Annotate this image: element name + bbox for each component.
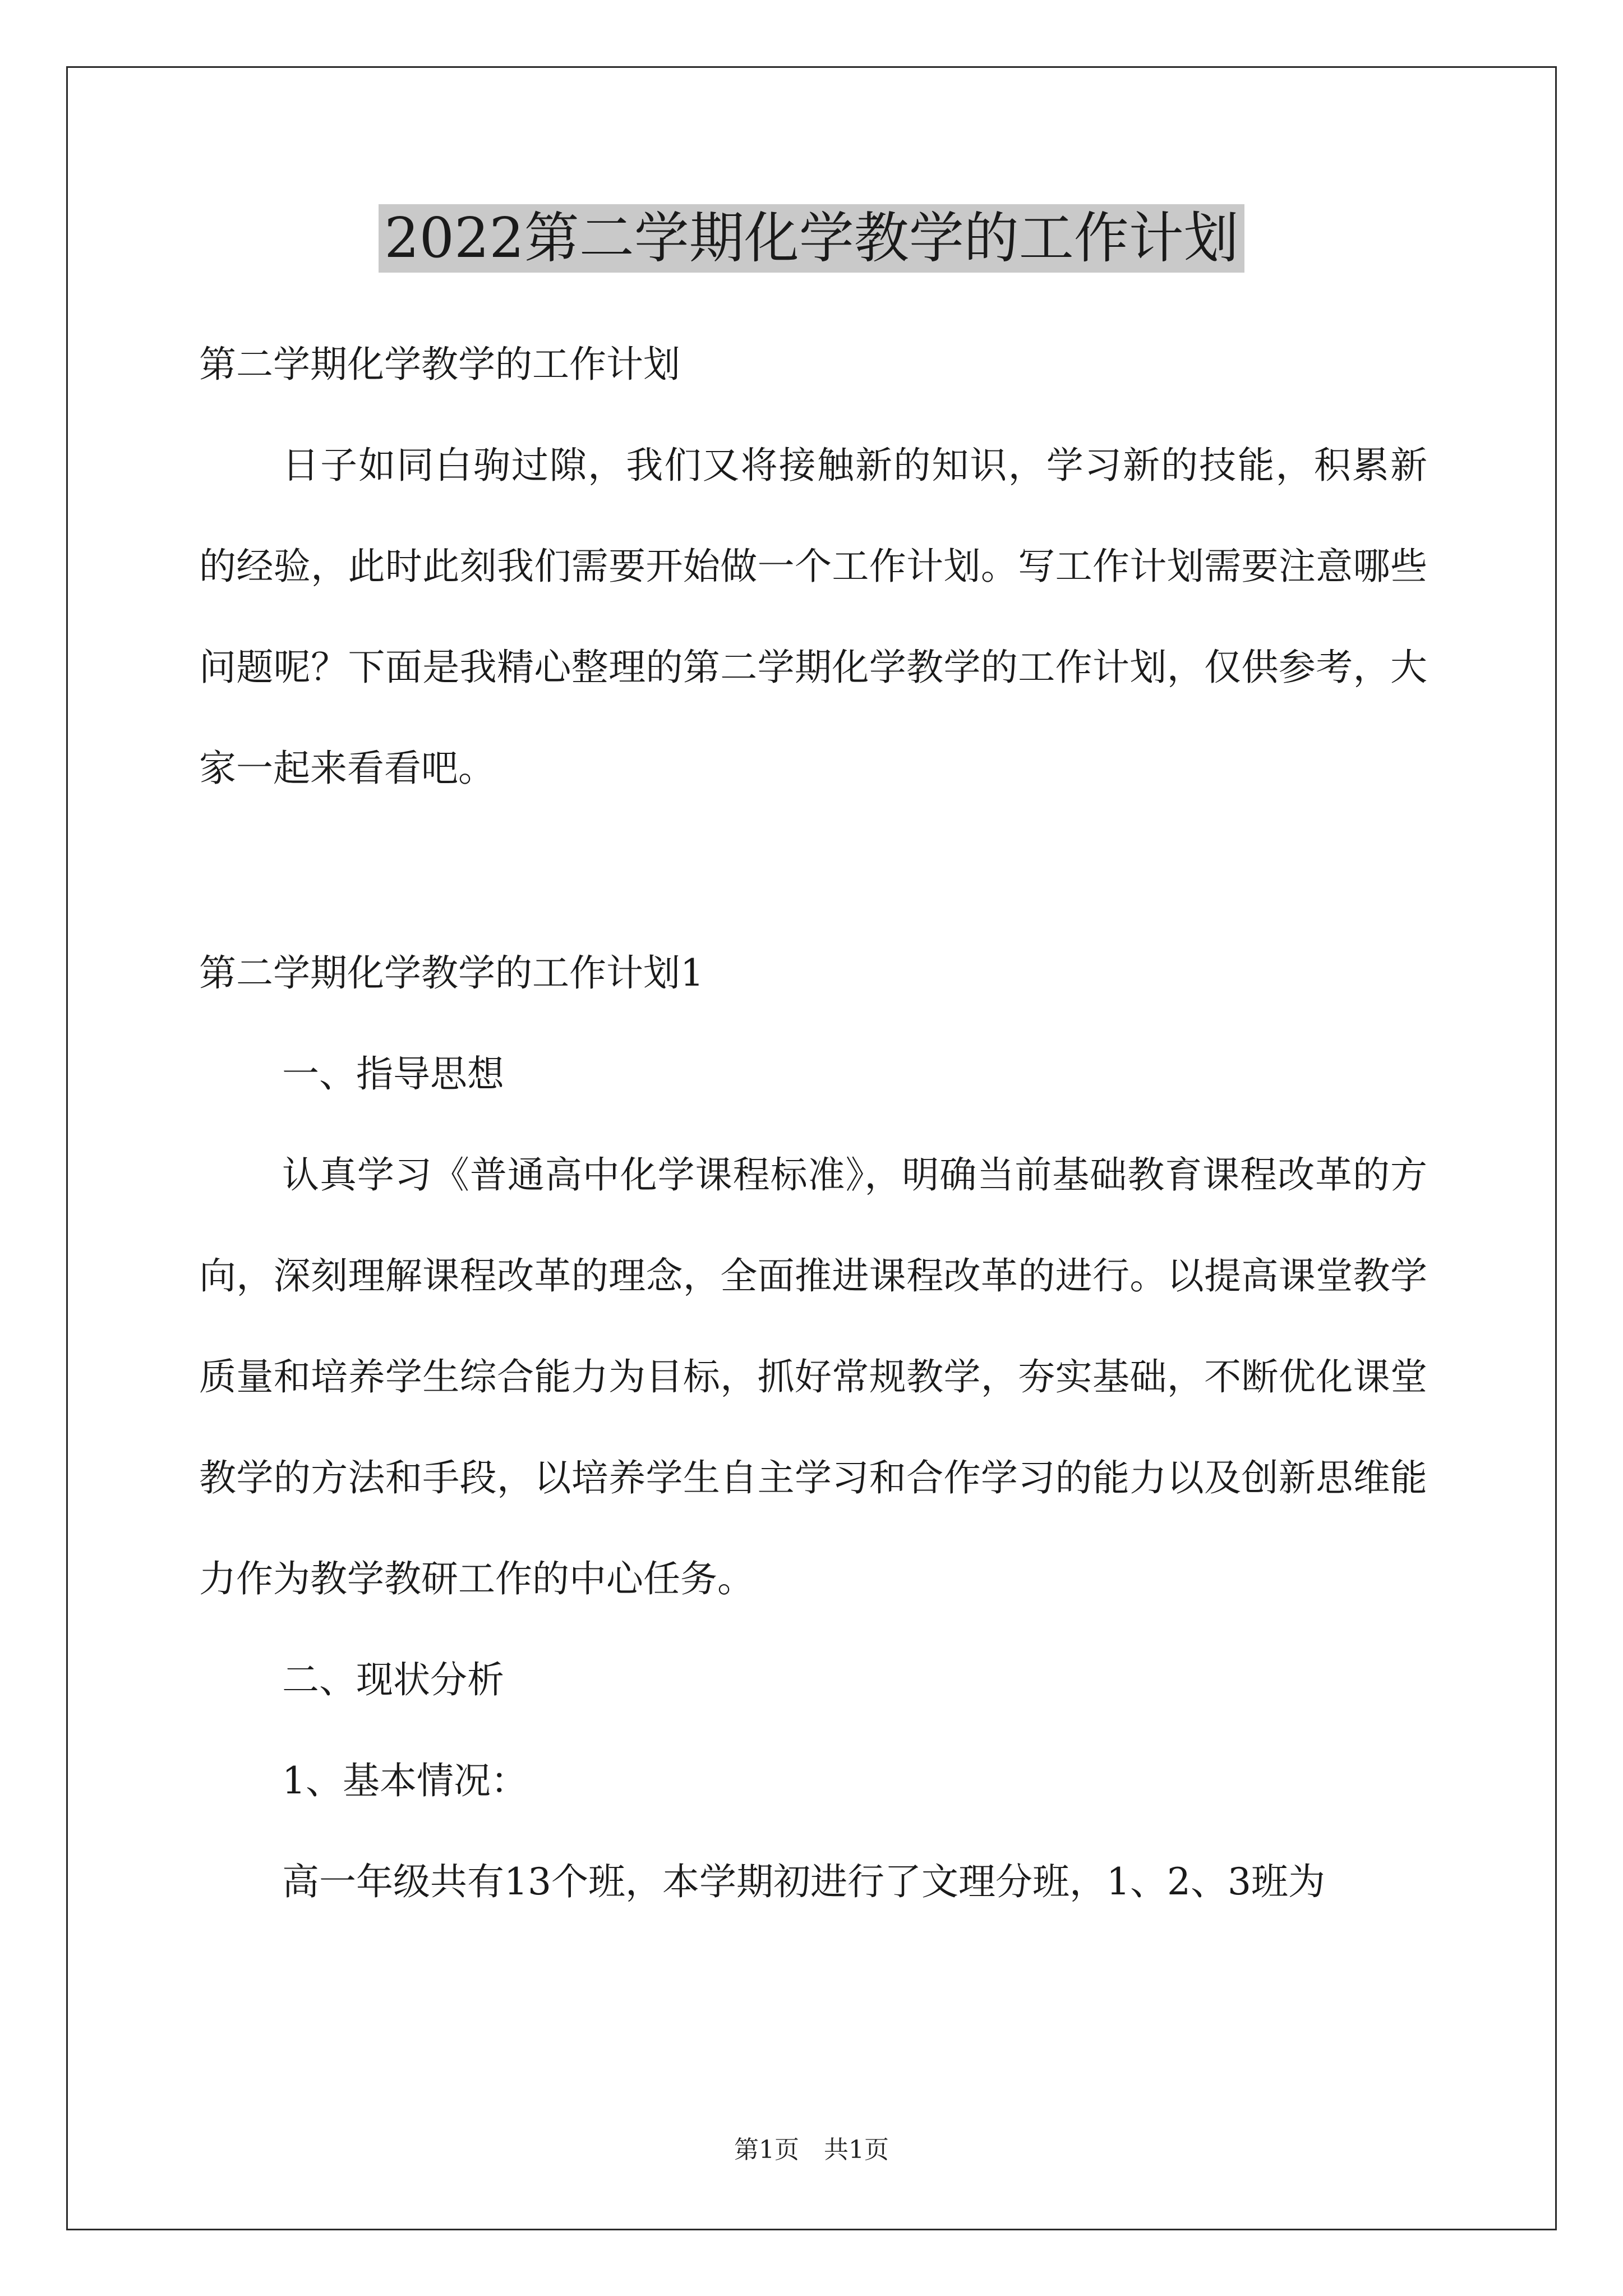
- plan1-heading: 第二学期化学教学的工作计划1: [199, 951, 704, 995]
- subsection1-paragraph: 高一年级共有13个班，本学期初进行了文理分班，1、2、3班为: [282, 1860, 1325, 1903]
- page-footer: 第1页 共1页: [734, 2136, 889, 2164]
- spacer: [199, 819, 1427, 923]
- section2-heading: 二、现状分析: [282, 1658, 504, 1701]
- intro-heading: 第二学期化学教学的工作计划: [199, 343, 680, 386]
- section1-paragraph: 认真学习《普通高中化学课程标准》，明确当前基础教育课程改革的方向，深刻理解课程改革的理念，全面推进课程改革的进行。以提高课堂教学质量和培养学生综合能力为目标，抓好常规教学，夯实基础，不断优化课堂教学的方法和手段，以培养学生自主学习和合作学习的能力以及创新思维能力作为教学教研工作的中心任务。: [199, 1153, 1427, 1600]
- document-body: [199, 314, 1427, 1932]
- document-title-text: 2022第二学期化学教学的工作计划: [379, 204, 1244, 273]
- document-title: [0, 202, 1623, 275]
- subsection1-heading: 1、基本情况：: [282, 1759, 528, 1802]
- section1-heading: 一、指导思想: [282, 1052, 504, 1096]
- intro-paragraph: 日子如同白驹过隙，我们又将接触新的知识，学习新的技能，积累新的经验，此时此刻我们需要开始做一个工作计划。写工作计划需要注意哪些问题呢？下面是我精心整理的第二学期化学教学的工作计划，仅供参考，大家一起来看看吧。: [199, 444, 1427, 790]
